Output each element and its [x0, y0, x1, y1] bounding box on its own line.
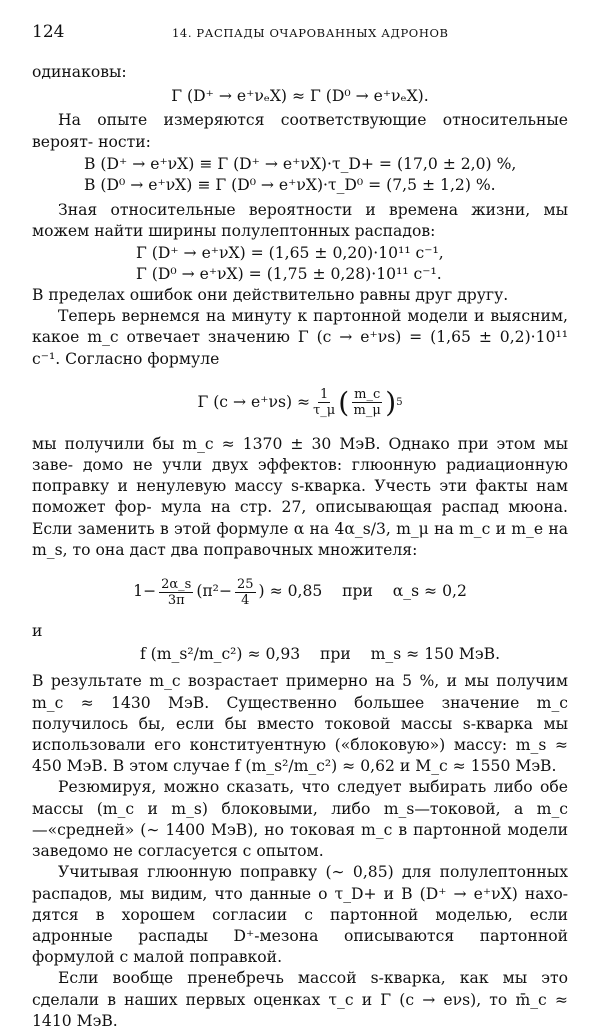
text-line: Теперь вернемся на минуту к партонной модели и выясним, [58, 307, 568, 326]
text-line: В результате m_c возрастает примерно на 5 %, и мы получим [32, 672, 568, 691]
fraction [159, 577, 193, 608]
equation-6: f (m_s²/m_c²) ≈ 0,93 при m_s ≈ 150 МэВ. [139, 645, 501, 664]
paragraph-6 [32, 434, 568, 561]
fraction [235, 577, 256, 608]
text-line: мы получили бы m_c ≈ 1370 ± 30 МэВ. Однако при этом мы заве- [32, 434, 568, 475]
text-line: домо не учли двух эффектов: глюонную радиационную поправку [32, 456, 568, 496]
paragraph-4: В пределах ошибок они действительно равны друг другу. [32, 286, 509, 305]
text-line: два поправочных множителя: [170, 540, 418, 559]
equation-lhs: Γ (c → e⁺νs) ≈ [197, 393, 311, 412]
equation-row: Γ (D⁰ → e⁺νX) = (1,75 ± 0,28)·10¹¹ c⁻¹. [136, 264, 442, 283]
text-line: поправкой. [189, 948, 283, 967]
text-line: конституентную («блоковую») массу: m_s ≈ 450 МэВ. В этом случае [32, 736, 569, 776]
text-line: (∼ 1400 МэВ), но токовая m_c в партонной модели заведомо не [32, 820, 569, 861]
text-line: Резюмируя, можно сказать, что следует выбирать либо обе [58, 778, 568, 797]
equation-3 [32, 243, 568, 285]
fraction-numerator: 1 [319, 387, 329, 403]
page-body [32, 62, 568, 1032]
fraction [352, 387, 382, 418]
equation-part: (π²− [196, 582, 232, 601]
paren-open: ( [338, 385, 350, 419]
text-line: одинаковы: [32, 63, 127, 81]
text-line: какое m_c отвечает значению Γ (c → e⁺νs) = (1,65 ± 0,2)·10¹¹ c⁻¹. [32, 328, 568, 368]
fraction-numerator: 2α_s [161, 576, 192, 592]
text-line: дятся в хорошем согласии с партонной моделью, если адронные [32, 905, 568, 945]
text-line: в наших первых оценках τ_c и Γ (c → eνs), то m̄_c ≈ 1410 МэВ. [32, 990, 568, 1030]
text-line: массы (m_c и m_s) блоковыми, либо m_s—токовой, а m_c—«средней» [32, 799, 568, 839]
paren-close: ) [385, 385, 397, 419]
text-line: Учитывая глюонную поправку (∼ 0,85) для полулептонных [58, 863, 568, 882]
equation-2 [32, 154, 568, 196]
fraction-denominator: 4 [241, 592, 250, 608]
page-number: 124 [32, 22, 65, 42]
fraction-numerator: m_c [354, 387, 381, 403]
exponent: 5 [396, 397, 403, 409]
text-line: согласуется с опытом. [137, 842, 324, 861]
text-line: ности: [98, 132, 151, 151]
text-line: в этой формуле α на 4α_s/3, m_μ на m_c и m_e на m_s, то она даст [32, 519, 569, 559]
paragraph-10 [32, 968, 568, 1032]
equation-row: B (D⁺ → e⁺νX) ≡ Γ (D⁺ → e⁺νX)·τ_D+ = (17,0 ± 2,0) %, [84, 154, 517, 173]
paragraph-7 [32, 671, 568, 777]
fraction-denominator: 3π [167, 592, 185, 608]
paragraph-3 [32, 200, 568, 242]
equation-1: Γ (D⁺ → e⁺νₑX) ≈ Γ (D⁰ → e⁺νₑX). [171, 87, 429, 106]
running-head: 14. РАСПАДЫ ОЧАРОВАННЫХ АДРОНОВ [172, 26, 449, 40]
page-header [32, 22, 568, 48]
text-line: Зная относительные вероятности и времена жизни, мы можем [32, 201, 568, 241]
equation-4 [32, 376, 568, 430]
text-line: найти ширины полулептонных распадов: [94, 222, 436, 241]
equation-part: 1− [133, 582, 157, 601]
paragraph-5 [32, 306, 568, 370]
text-line: распады D⁺-мезона описываются партонной формулой с малой [32, 926, 568, 967]
fraction-denominator: m_μ [353, 403, 381, 419]
fraction-numerator: 25 [237, 576, 254, 592]
text-line: распадов, мы видим, что данные о τ_D+ и B (D⁺ → e⁺νX) нахо- [32, 884, 568, 903]
text-line: Согласно формуле [65, 349, 220, 368]
text-line: если бы вместо токовой массы s-кварка мы использовали его [32, 714, 568, 755]
fraction-denominator: τ_μ [313, 403, 336, 419]
paragraph-2 [32, 110, 568, 152]
equation-5 [32, 569, 568, 615]
fraction [313, 387, 335, 418]
text-line: f (m_s²/m_c²) ≈ 0,62 и M_c ≈ 1550 МэВ. [234, 757, 557, 776]
text-line: и ненулевую массу s-кварка. Учесть эти факты нам поможет фор- [32, 477, 568, 517]
equation-row: B (D⁰ → e⁺νX) ≡ Γ (D⁰ → e⁺νX)·τ_D⁰ = (7,5 ± 1,2) %. [84, 176, 496, 195]
text-line: мула на стр. 27, описывающая распад мюона. Если заменить [32, 498, 568, 538]
conjunction: и [32, 622, 43, 641]
text-line: m_c ≈ 1430 МэВ. Существенно большее значение m_c получилось бы, [32, 693, 568, 733]
text-line: На опыте измеряются соответствующие относительные вероят- [32, 111, 568, 151]
equation-row: Γ (D⁺ → e⁺νX) = (1,65 ± 0,20)·10¹¹ c⁻¹, [136, 243, 444, 262]
text-line: Если вообще пренебречь массой s-кварка, как мы это сделали [32, 969, 568, 1009]
equation-part: ) ≈ 0,85 при α_s ≈ 0,2 [258, 582, 467, 601]
paragraph-9 [32, 862, 568, 968]
paragraph-8 [32, 777, 568, 862]
